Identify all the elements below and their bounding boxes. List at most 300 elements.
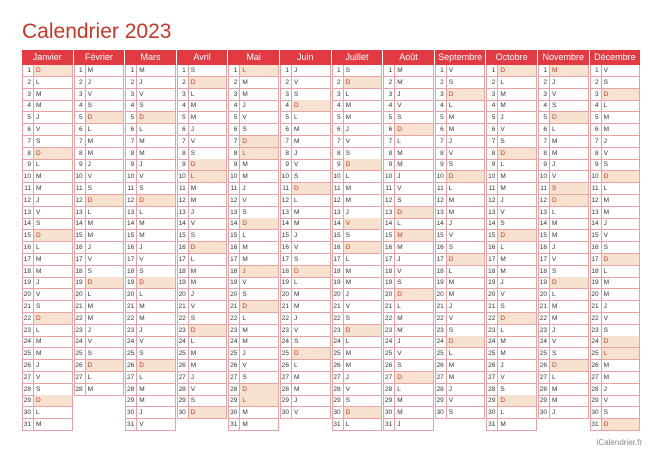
weekday-letter: V [500, 208, 505, 216]
cell-divider [343, 100, 344, 112]
cell-divider [291, 301, 292, 313]
cell-border [639, 301, 640, 313]
day-number: 1 [491, 67, 496, 74]
weekday-letter: M [397, 244, 403, 251]
weekday-letter: D [36, 67, 41, 74]
day-number: 16 [75, 244, 83, 251]
cell-divider [291, 407, 292, 419]
cell-divider [33, 419, 34, 431]
weekday-letter: D [345, 409, 351, 417]
cell-divider [239, 148, 240, 160]
weekday-letter: L [500, 409, 505, 417]
cell-border [639, 384, 640, 396]
day-cell [177, 313, 228, 325]
day-cell [74, 384, 125, 396]
cell-divider [343, 384, 344, 396]
cell-divider [85, 277, 86, 289]
cell-border [484, 266, 485, 278]
day-number: 20 [384, 291, 393, 299]
day-cell [590, 348, 641, 360]
month-header: Février [74, 50, 126, 65]
day-cell [486, 325, 537, 337]
day-number: 2 [78, 78, 83, 86]
cell-border [536, 325, 537, 337]
weekday-letter: J [552, 161, 556, 169]
cell-border [484, 136, 485, 148]
day-number: 24 [436, 338, 444, 346]
weekday-letter: M [294, 208, 300, 216]
weekday-letter: M [500, 421, 506, 428]
cell-border [536, 112, 537, 124]
day-number: 2 [27, 78, 31, 86]
day-number: 9 [543, 161, 547, 169]
weekday-letter: D [345, 326, 351, 334]
cell-divider [446, 124, 447, 136]
day-number: 17 [539, 255, 547, 263]
cell-border [175, 89, 176, 101]
weekday-letter: M [397, 314, 403, 322]
cell-border [588, 183, 589, 195]
cell-border [123, 254, 124, 266]
weekday-letter: J [397, 338, 401, 346]
cell-border [278, 348, 279, 360]
cell-divider [497, 395, 498, 407]
day-number: 28 [384, 385, 393, 393]
day-cell [22, 242, 73, 254]
cell-divider [239, 136, 240, 148]
weekday-letter: L [242, 149, 247, 157]
cell-border [175, 207, 176, 219]
weekday-letter: D [190, 78, 196, 86]
cell-divider [497, 384, 498, 396]
cell-border [536, 148, 537, 160]
cell-divider [549, 277, 550, 289]
cell-border [433, 77, 434, 89]
day-cell [538, 230, 589, 242]
cell-border [536, 301, 537, 313]
cell-border [639, 325, 640, 337]
day-cell [435, 112, 486, 124]
day-number: 1 [130, 67, 135, 74]
day-cell [280, 207, 331, 219]
weekday-letter: D [87, 362, 93, 369]
day-number: 20 [178, 291, 186, 299]
weekday-letter: M [397, 397, 403, 405]
cell-border [536, 171, 537, 183]
day-number: 18 [75, 267, 83, 275]
weekday-letter: M [603, 208, 610, 216]
day-number: 14 [126, 220, 135, 228]
month-column [125, 50, 177, 431]
weekday-letter: J [87, 78, 91, 86]
day-cell [125, 348, 176, 360]
cell-border [536, 313, 537, 325]
day-number: 25 [75, 350, 83, 358]
day-number: 29 [23, 397, 31, 405]
cell-divider [446, 207, 447, 219]
weekday-letter: M [36, 350, 42, 358]
day-number: 6 [130, 126, 135, 133]
weekday-letter: D [500, 149, 506, 157]
day-cell [280, 218, 331, 230]
cell-divider [33, 384, 34, 396]
cell-divider [343, 207, 344, 219]
cell-divider [601, 112, 602, 124]
day-cell [280, 112, 331, 124]
day-cell [383, 100, 434, 112]
cell-border [226, 348, 227, 360]
weekday-letter: L [552, 208, 556, 216]
cell-divider [291, 289, 292, 301]
cell-divider [394, 254, 395, 266]
cell-divider [85, 230, 86, 242]
cell-divider [343, 112, 344, 124]
weekday-letter: D [603, 338, 609, 346]
weekday-letter: L [500, 161, 505, 169]
cell-border [72, 254, 73, 266]
cell-divider [394, 336, 395, 348]
weekday-letter: D [552, 114, 557, 122]
day-number: 7 [336, 137, 341, 145]
weekday-letter: M [500, 267, 506, 275]
day-cell [435, 89, 486, 101]
cell-border [536, 336, 537, 348]
day-number: 5 [285, 114, 289, 122]
weekday-letter: S [345, 314, 350, 322]
day-cell [125, 218, 176, 230]
weekday-letter: D [397, 126, 402, 133]
day-number: 24 [488, 338, 496, 346]
weekday-letter: S [552, 267, 557, 275]
weekday-letter: D [552, 279, 557, 287]
day-cell [538, 195, 589, 207]
cell-border [175, 124, 176, 136]
day-cell [280, 277, 331, 289]
cell-divider [291, 171, 292, 183]
day-number: 30 [384, 409, 393, 417]
day-cell [22, 171, 73, 183]
cell-divider [33, 148, 34, 160]
day-cell [332, 395, 383, 407]
day-cell [590, 183, 641, 195]
day-cell [486, 100, 537, 112]
weekday-letter: M [345, 267, 352, 275]
cell-divider [601, 384, 602, 396]
weekday-letter: L [36, 326, 40, 334]
cell-divider [85, 360, 86, 372]
cell-divider [601, 360, 602, 372]
day-cell [280, 254, 331, 266]
weekday-letter: J [603, 220, 607, 228]
day-number: 22 [75, 314, 83, 322]
day-cell [383, 230, 434, 242]
day-cell [435, 254, 486, 266]
cell-divider [549, 124, 550, 136]
cell-border [381, 230, 382, 242]
day-number: 10 [436, 173, 444, 181]
weekday-letter: J [500, 279, 504, 287]
cell-divider [33, 407, 34, 419]
weekday-letter: V [294, 244, 299, 251]
weekday-letter: V [36, 208, 41, 216]
day-cell [280, 124, 331, 136]
day-cell [435, 183, 486, 195]
cell-border [588, 407, 589, 419]
cell-divider [136, 254, 137, 266]
day-number: 23 [436, 326, 444, 334]
cell-border [278, 301, 279, 313]
cell-divider [291, 159, 292, 171]
day-number: 24 [333, 338, 341, 346]
day-cell [177, 89, 228, 101]
day-number: 21 [126, 303, 135, 310]
day-cell [22, 124, 73, 136]
cell-divider [188, 207, 189, 219]
month-header: Décembre [590, 50, 642, 65]
weekend-band [240, 395, 279, 406]
cell-divider [601, 218, 602, 230]
cell-border [330, 301, 331, 313]
day-cell [177, 112, 228, 124]
month-header: Avril [177, 50, 229, 65]
cell-divider [549, 301, 550, 313]
weekday-letter: J [190, 126, 195, 133]
day-cell [125, 100, 176, 112]
day-number: 3 [78, 90, 83, 98]
day-cell [435, 384, 486, 396]
weekday-letter: S [603, 326, 608, 334]
cell-divider [188, 301, 189, 313]
cell-divider [549, 395, 550, 407]
day-cell [228, 395, 279, 407]
day-number: 2 [130, 78, 135, 86]
day-number: 25 [539, 350, 547, 358]
cell-divider [394, 159, 395, 171]
cell-border [72, 171, 73, 183]
weekday-letter: S [500, 137, 505, 145]
day-cell [74, 301, 125, 313]
cell-border [330, 277, 331, 289]
day-number: 31 [384, 421, 393, 428]
cell-divider [601, 159, 602, 171]
day-cell [280, 313, 331, 325]
weekday-letter: M [242, 173, 248, 181]
day-number: 11 [282, 185, 289, 192]
day-number: 16 [126, 244, 135, 251]
cell-border [123, 313, 124, 325]
day-number: 8 [285, 149, 289, 157]
day-number: 5 [594, 114, 599, 122]
cell-divider [33, 77, 34, 89]
day-cell [435, 301, 486, 313]
day-number: 23 [488, 326, 496, 334]
day-number: 17 [591, 255, 599, 263]
cell-border [175, 313, 176, 325]
cell-divider [291, 65, 292, 77]
day-number: 12 [436, 196, 444, 204]
cell-border [278, 207, 279, 219]
cell-divider [136, 384, 137, 396]
day-cell [74, 77, 125, 89]
day-number: 17 [281, 255, 289, 263]
cell-border [639, 136, 640, 148]
day-number: 14 [23, 220, 31, 228]
day-number: 3 [594, 90, 599, 98]
weekday-letter: J [603, 137, 607, 145]
cell-divider [446, 325, 447, 337]
day-number: 6 [285, 126, 289, 133]
day-cell [125, 266, 176, 278]
day-cell [332, 360, 383, 372]
cell-border [278, 124, 279, 136]
weekday-letter: D [603, 421, 609, 428]
weekday-letter: S [242, 291, 247, 299]
cell-border [278, 218, 279, 230]
cell-divider [239, 65, 240, 77]
day-number: 4 [491, 102, 496, 110]
day-number: 10 [23, 173, 31, 181]
day-cell [332, 407, 383, 419]
cell-divider [601, 289, 602, 301]
day-cell [228, 407, 279, 419]
cell-border [381, 254, 382, 266]
day-cell [435, 77, 486, 89]
cell-divider [291, 148, 292, 160]
day-number: 16 [281, 244, 289, 251]
weekday-letter: L [345, 90, 350, 98]
weekday-letter: D [397, 373, 402, 381]
day-number: 12 [281, 196, 289, 204]
cell-border [536, 100, 537, 112]
day-number: 2 [594, 78, 599, 86]
day-cell [177, 207, 228, 219]
weekday-letter: S [36, 220, 41, 228]
weekday-letter: L [552, 373, 556, 381]
weekday-letter: M [448, 279, 455, 287]
cell-border [278, 77, 279, 89]
weekday-letter: L [190, 90, 195, 98]
day-number: 29 [126, 397, 135, 405]
weekday-letter: S [397, 362, 402, 369]
day-cell [332, 289, 383, 301]
cell-divider [343, 254, 344, 266]
cell-border [278, 100, 279, 112]
day-number: 24 [126, 338, 135, 346]
weekday-letter: M [345, 279, 352, 287]
day-cell [228, 124, 279, 136]
day-cell [74, 348, 125, 360]
cell-border [278, 395, 279, 407]
day-cell [22, 207, 73, 219]
weekday-letter: M [552, 303, 558, 310]
day-number: 27 [281, 373, 289, 381]
weekday-letter: D [448, 255, 454, 263]
day-number: 4 [285, 102, 289, 110]
weekday-letter: M [87, 385, 94, 393]
day-cell [538, 183, 589, 195]
day-cell [332, 336, 383, 348]
cell-border [330, 77, 331, 89]
cell-border [226, 336, 227, 348]
day-cell [228, 242, 279, 254]
weekday-letter: M [190, 114, 197, 122]
day-cell [177, 336, 228, 348]
weekday-letter: M [397, 67, 403, 74]
day-cell [435, 325, 486, 337]
cell-divider [239, 348, 240, 360]
day-number: 24 [281, 338, 289, 346]
cell-border [639, 348, 640, 360]
cell-border [72, 77, 73, 89]
day-cell [177, 242, 228, 254]
weekday-letter: M [139, 385, 145, 393]
cell-border [433, 89, 434, 101]
day-number: 15 [591, 232, 599, 240]
day-cell [332, 148, 383, 160]
weekday-letter: M [603, 291, 610, 299]
weekday-letter: L [190, 338, 195, 346]
cell-border [381, 136, 382, 148]
day-number: 23 [75, 326, 83, 334]
weekday-letter: D [190, 326, 196, 334]
day-number: 6 [27, 126, 31, 133]
day-cell [22, 112, 73, 124]
cell-divider [446, 384, 447, 396]
weekday-letter: M [500, 255, 506, 263]
day-cell [74, 325, 125, 337]
weekday-letter: J [139, 78, 143, 86]
cell-border [175, 419, 176, 431]
cell-border [588, 218, 589, 230]
weekday-letter: M [603, 373, 610, 381]
cell-divider [136, 360, 137, 372]
day-cell [74, 136, 125, 148]
day-number: 1 [233, 67, 238, 74]
cell-border [330, 372, 331, 384]
cell-border [330, 136, 331, 148]
cell-border [123, 360, 124, 372]
day-cell [590, 77, 641, 89]
weekday-letter: S [190, 314, 196, 322]
cell-border [175, 395, 176, 407]
day-number: 3 [233, 90, 238, 98]
cell-border [588, 100, 589, 112]
day-cell [74, 65, 125, 77]
weekday-letter: V [448, 149, 454, 157]
day-cell [22, 77, 73, 89]
cell-border [123, 348, 124, 360]
cell-divider [549, 100, 550, 112]
cell-divider [601, 207, 602, 219]
day-cell [228, 313, 279, 325]
cell-divider [446, 136, 447, 148]
cell-border [484, 183, 485, 195]
cell-border [484, 313, 485, 325]
weekday-letter: J [139, 161, 143, 169]
day-cell [228, 148, 279, 160]
cell-divider [343, 336, 344, 348]
weekday-letter: J [345, 208, 349, 216]
cell-border [433, 242, 434, 254]
weekday-letter: M [345, 350, 352, 358]
cell-border [433, 148, 434, 160]
cell-border [381, 266, 382, 278]
weekday-letter: S [294, 173, 299, 181]
cell-border [381, 419, 382, 431]
cell-border [175, 183, 176, 195]
weekday-letter: D [448, 173, 454, 181]
weekday-letter: M [500, 173, 506, 181]
